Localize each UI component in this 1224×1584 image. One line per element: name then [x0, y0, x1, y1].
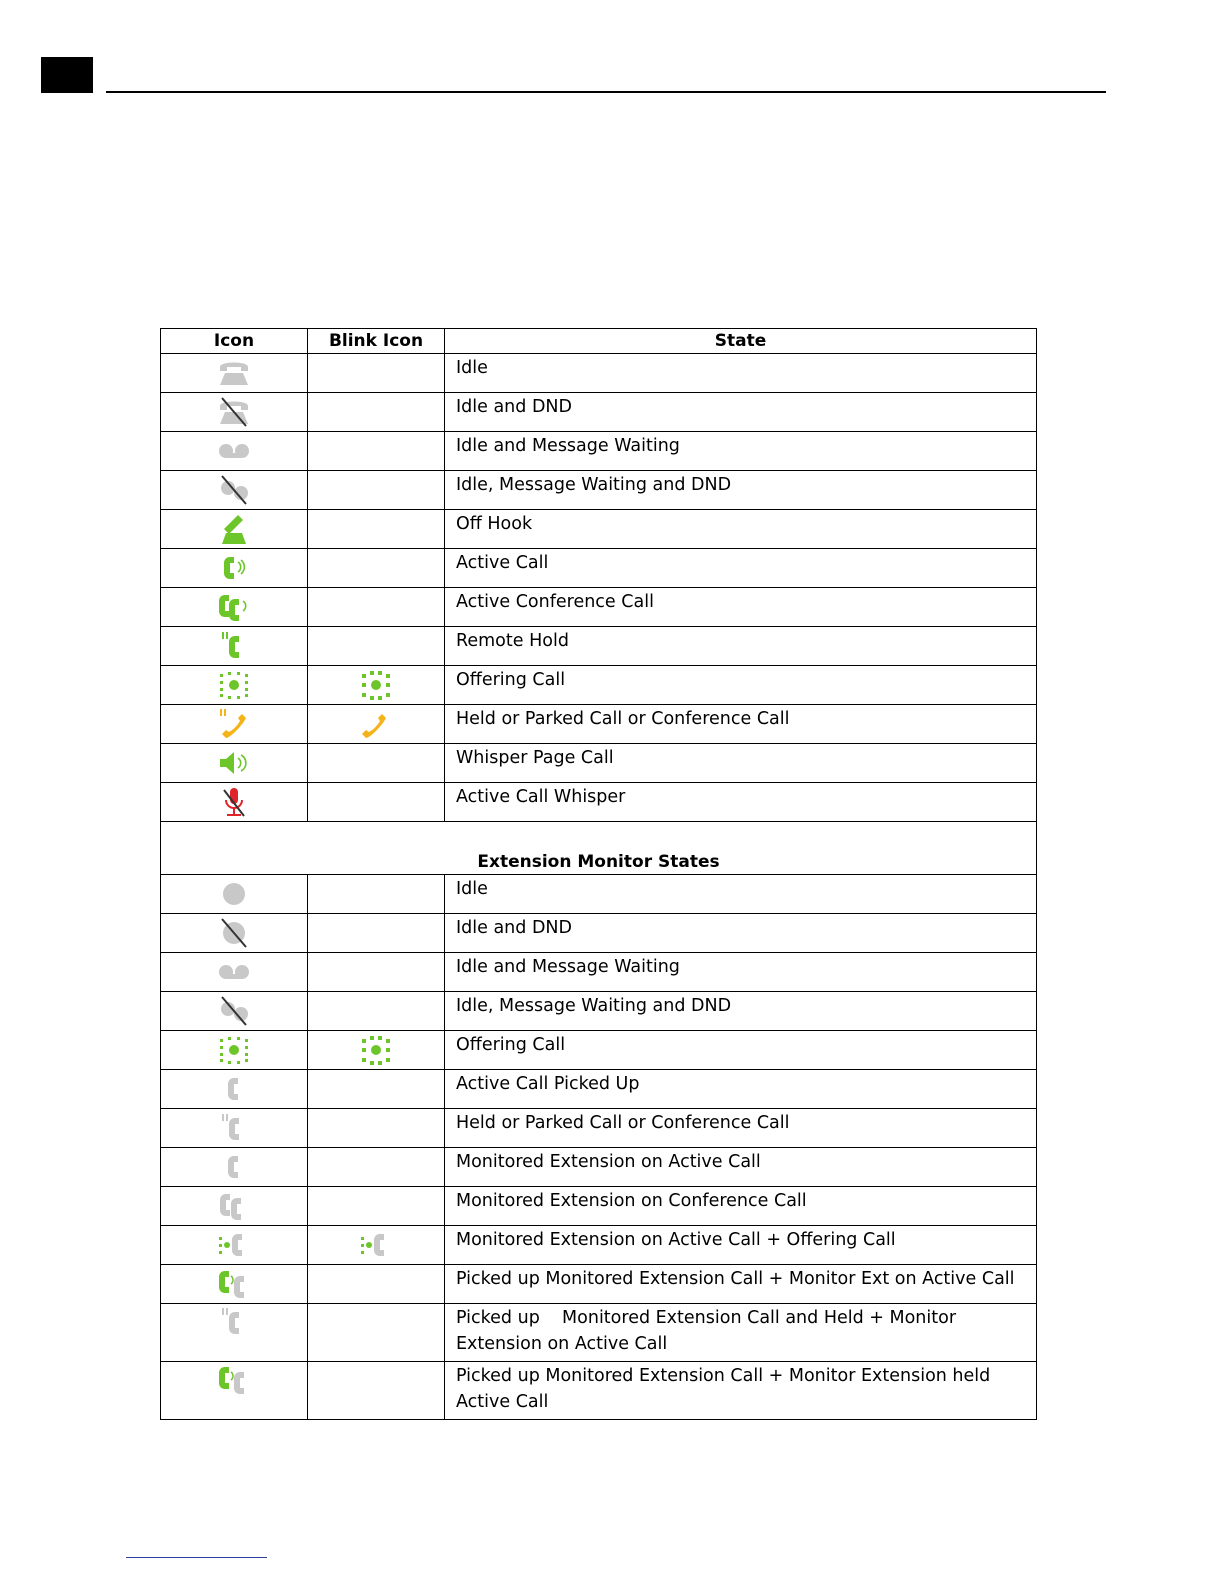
state-text: Offering Call — [445, 666, 1037, 705]
table-row — [161, 1109, 1037, 1148]
held-call-icon — [216, 708, 252, 740]
footer-link-rule — [126, 1557, 267, 1558]
state-text: Picked up Monitored Extension Call + Monitor Ext on Active Call — [445, 1265, 1037, 1304]
state-text: Active Call — [445, 549, 1037, 588]
table-row — [161, 953, 1037, 992]
picked-up-ext-held-icon — [216, 1364, 252, 1396]
header-state: State — [445, 329, 1037, 354]
state-text: Held or Parked Call or Conference Call — [445, 1109, 1037, 1148]
table-row — [161, 875, 1037, 914]
monitor-active-icon — [216, 1151, 252, 1183]
state-text: Monitored Extension on Active Call + Offering Call — [445, 1226, 1037, 1265]
state-text: Idle and DND — [445, 393, 1037, 432]
state-text: Held or Parked Call or Conference Call — [445, 705, 1037, 744]
header-icon: Icon — [161, 329, 308, 354]
table-row — [161, 992, 1037, 1031]
table-row — [161, 1265, 1037, 1304]
monitor-idle-icon — [216, 878, 252, 910]
off-hook-icon — [216, 513, 252, 545]
table-row — [161, 510, 1037, 549]
state-text: Offering Call — [445, 1031, 1037, 1070]
state-text: Monitored Extension on Active Call — [445, 1148, 1037, 1187]
state-text: Off Hook — [445, 510, 1037, 549]
offering-call-icon — [216, 1034, 252, 1066]
table-row — [161, 744, 1037, 783]
state-text: Active Call Picked Up — [445, 1070, 1037, 1109]
state-text: Remote Hold — [445, 627, 1037, 666]
state-text: Whisper Page Call — [445, 744, 1037, 783]
monitor-offering-icon — [216, 1229, 252, 1261]
state-text: Idle, Message Waiting and DND — [445, 471, 1037, 510]
state-text: Picked up Monitored Extension Call and Held + Monitor Extension on Active Call — [445, 1304, 1037, 1362]
monitor-offering-blink-icon — [358, 1229, 394, 1261]
handset-dnd-icon — [216, 396, 252, 428]
state-text: Monitored Extension on Conference Call — [445, 1187, 1037, 1226]
held-call-blink-icon — [358, 708, 394, 740]
offering-call-blink-icon — [358, 1034, 394, 1066]
state-text: Idle — [445, 875, 1037, 914]
state-text: Idle — [445, 354, 1037, 393]
conference-call-icon — [216, 591, 252, 623]
state-text: Idle and DND — [445, 914, 1037, 953]
table-row — [161, 471, 1037, 510]
voicemail-dnd-icon — [216, 995, 252, 1027]
table-row — [161, 432, 1037, 471]
header-blink-icon: Blink Icon — [308, 329, 445, 354]
table-row — [161, 627, 1037, 666]
monitor-conference-icon — [216, 1190, 252, 1222]
table-row — [161, 549, 1037, 588]
section-row — [161, 822, 1037, 875]
table-header-row — [161, 329, 1037, 354]
offering-call-icon — [216, 669, 252, 701]
table-row — [161, 588, 1037, 627]
table-row — [161, 783, 1037, 822]
state-text: Active Call Whisper — [445, 783, 1037, 822]
state-text: Idle and Message Waiting — [445, 953, 1037, 992]
table-row — [161, 1362, 1037, 1420]
header-rule — [106, 91, 1106, 93]
table-row — [161, 1226, 1037, 1265]
state-icon-table — [160, 328, 1037, 1420]
table-row — [161, 1148, 1037, 1187]
voicemail-icon — [216, 956, 252, 988]
table-row — [161, 1304, 1037, 1362]
monitor-dnd-icon — [216, 917, 252, 949]
table-row — [161, 666, 1037, 705]
monitor-picked-up-icon — [216, 1073, 252, 1105]
section-title: Extension Monitor States — [161, 822, 1037, 875]
corner-tab — [41, 57, 93, 93]
table-row — [161, 1070, 1037, 1109]
table-row — [161, 354, 1037, 393]
call-whisper-icon — [216, 786, 252, 818]
state-text: Idle and Message Waiting — [445, 432, 1037, 471]
monitor-held-icon — [216, 1112, 252, 1144]
picked-up-active-icon — [216, 1268, 252, 1300]
state-text: Idle, Message Waiting and DND — [445, 992, 1037, 1031]
state-text: Picked up Monitored Extension Call + Monitor Extension held Active Call — [445, 1362, 1037, 1420]
remote-hold-icon — [216, 630, 252, 662]
table-row — [161, 1187, 1037, 1226]
voicemail-icon — [216, 435, 252, 467]
table-row — [161, 705, 1037, 744]
offering-call-blink-icon — [358, 669, 394, 701]
table-row — [161, 914, 1037, 953]
whisper-page-icon — [216, 747, 252, 779]
voicemail-dnd-icon — [216, 474, 252, 506]
table-row — [161, 393, 1037, 432]
state-text: Active Conference Call — [445, 588, 1037, 627]
handset-idle-icon — [216, 357, 252, 389]
active-call-icon — [216, 552, 252, 584]
table-row — [161, 1031, 1037, 1070]
picked-up-held-icon — [216, 1306, 252, 1338]
